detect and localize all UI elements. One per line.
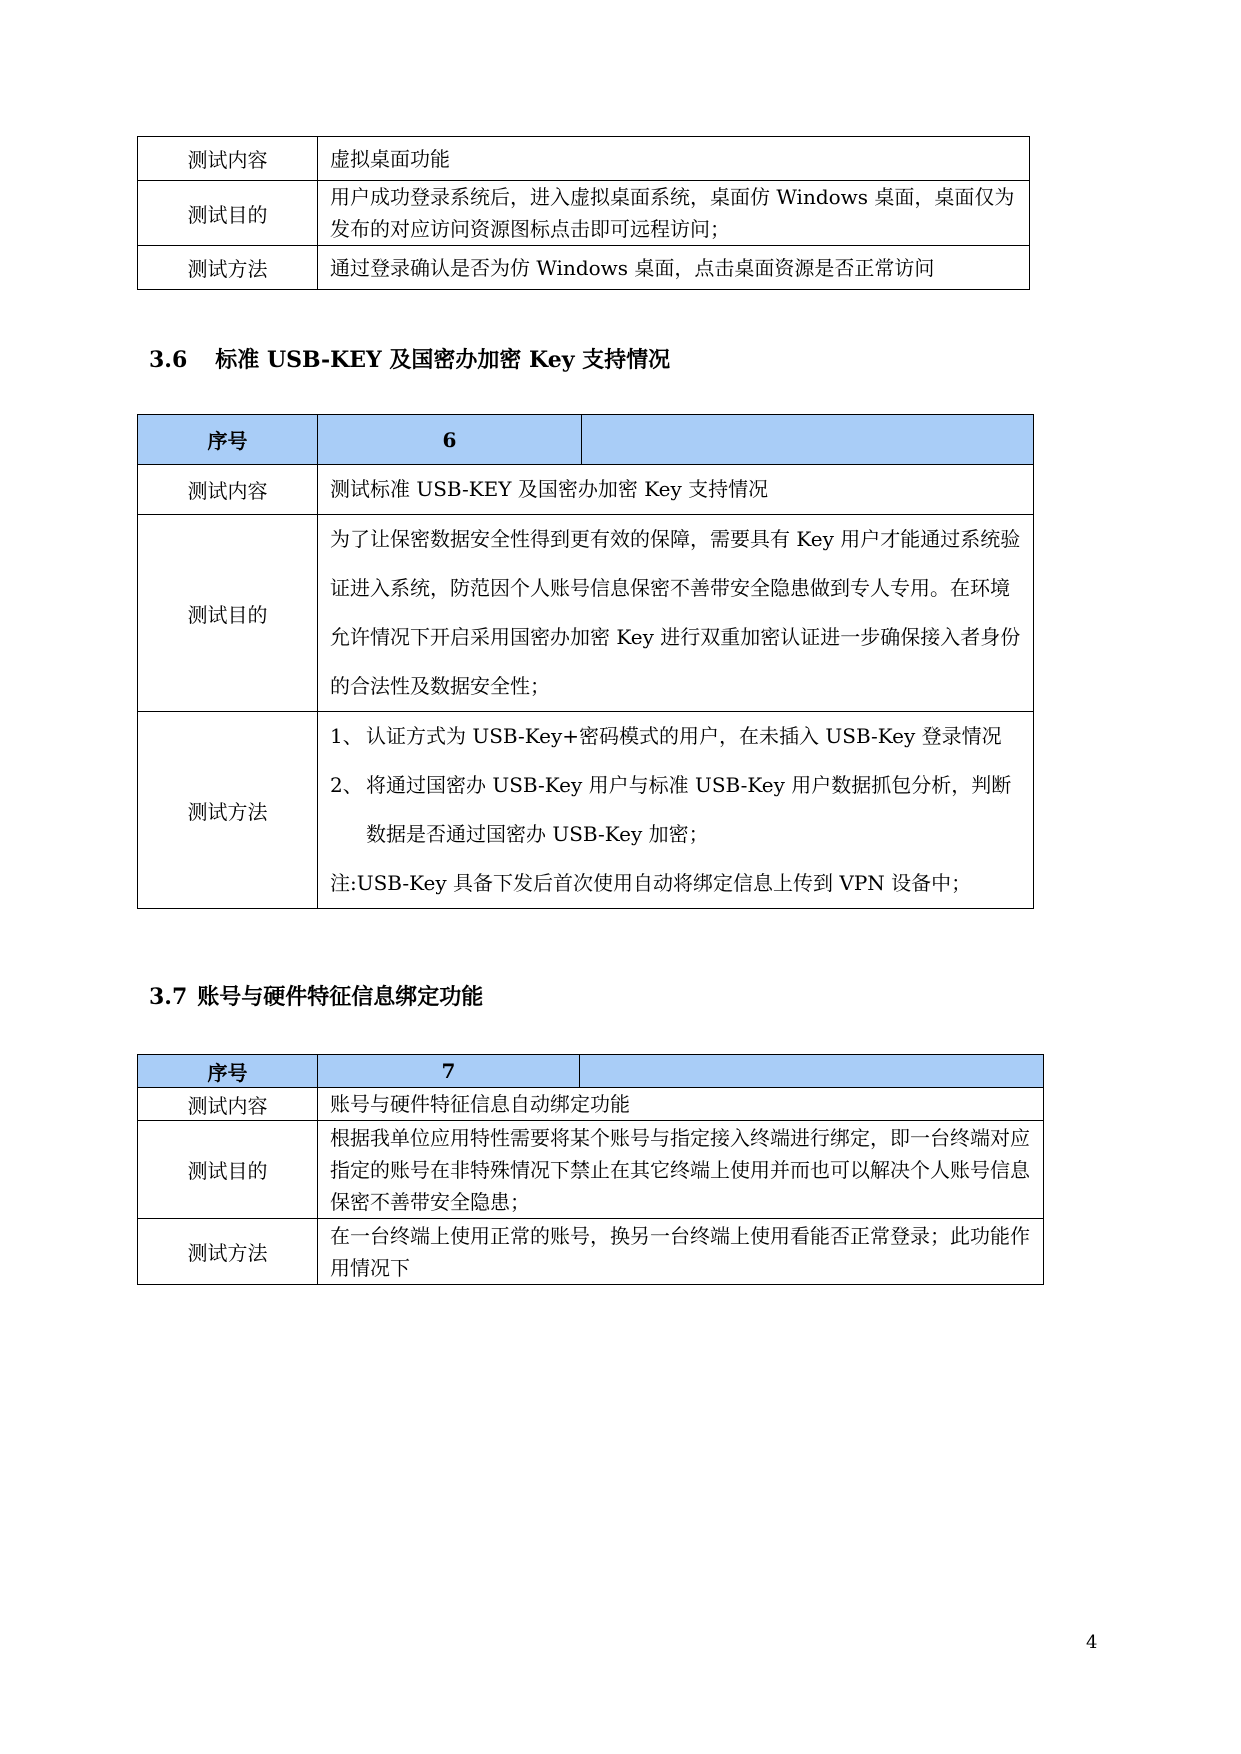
table-row xyxy=(138,246,1030,290)
row-label: 测试目的 xyxy=(138,1121,318,1219)
row-label: 测试内容 xyxy=(138,1088,318,1121)
table-row xyxy=(138,181,1030,246)
section-title: 账号与硬件特征信息绑定功能 xyxy=(197,984,484,1010)
method-note: 注:USB-Key 具备下发后首次使用自动将绑定信息上传到 VPN 设备中； xyxy=(330,871,972,895)
table-row xyxy=(138,465,1034,515)
header-empty-cell xyxy=(582,415,1034,465)
list-item xyxy=(330,761,1021,859)
row-content: 通过登录确认是否为仿 Windows 桌面，点击桌面资源是否正常访问 xyxy=(318,246,1030,290)
table-row xyxy=(138,515,1034,712)
list-text: 认证方式为 USB-Key+密码模式的用户，在未插入 USB-Key 登录情况 xyxy=(366,724,1002,748)
page-number: 4 xyxy=(1086,1632,1098,1653)
row-label: 测试方法 xyxy=(138,246,318,290)
row-label: 测试内容 xyxy=(138,465,318,515)
section-heading-3-6 xyxy=(149,343,670,374)
account-binding-test-table xyxy=(137,1054,1044,1285)
table-row xyxy=(138,1121,1044,1219)
row-label: 测试内容 xyxy=(138,137,318,181)
list-number: 2、 xyxy=(330,773,363,797)
row-content: 在一台终端上使用正常的账号，换另一台终端上使用看能否正常登录；此功能作用情况下 xyxy=(318,1219,1044,1285)
row-content xyxy=(318,712,1034,909)
section-number: 3.7 xyxy=(149,984,188,1010)
section-number: 3.6 xyxy=(149,347,188,373)
row-content: 虚拟桌面功能 xyxy=(318,137,1030,181)
list-item xyxy=(330,712,1021,761)
row-content: 为了让保密数据安全性得到更有效的保障，需要具有 Key 用户才能通过系统验证进入系统，防范因个人账号信息保密不善带安全隐患做到专人专用。在环境允许情况下开启采用国密办加密 Key 进行双重加密认证进一步确保接入者身份的合法性及数据安全性； xyxy=(318,515,1034,712)
row-label: 测试目的 xyxy=(138,515,318,712)
table-row xyxy=(138,712,1034,909)
row-label: 测试方法 xyxy=(138,712,318,909)
row-label: 测试目的 xyxy=(138,181,318,246)
table-row xyxy=(138,137,1030,181)
header-label: 序号 xyxy=(138,415,318,465)
header-value: 6 xyxy=(318,415,582,465)
row-content: 账号与硬件特征信息自动绑定功能 xyxy=(318,1088,1044,1121)
usb-key-test-table xyxy=(137,414,1034,909)
table-row xyxy=(138,1219,1044,1285)
table-header-row xyxy=(138,1055,1044,1088)
row-label: 测试方法 xyxy=(138,1219,318,1285)
header-label: 序号 xyxy=(138,1055,318,1088)
table-row xyxy=(138,1088,1044,1121)
header-value: 7 xyxy=(318,1055,580,1088)
list-number: 1、 xyxy=(330,724,363,748)
section-title: 标准 USB-KEY 及国密办加密 Key 支持情况 xyxy=(215,347,671,373)
header-empty-cell xyxy=(580,1055,1044,1088)
section-heading-3-7 xyxy=(149,980,483,1011)
row-content: 根据我单位应用特性需要将某个账号与指定接入终端进行绑定，即一台终端对应指定的账号在非特殊情况下禁止在其它终端上使用并而也可以解决个人账号信息保密不善带安全隐患； xyxy=(318,1121,1044,1219)
virtual-desktop-test-table xyxy=(137,136,1030,290)
list-text: 将通过国密办 USB-Key 用户与标准 USB-Key 用户数据抓包分析，判断数据是否通过国密办 USB-Key 加密； xyxy=(366,773,1012,846)
row-content: 用户成功登录系统后，进入虚拟桌面系统，桌面仿 Windows 桌面，桌面仅为发布的对应访问资源图标点击即可远程访问； xyxy=(318,181,1030,246)
table-header-row xyxy=(138,415,1034,465)
row-content: 测试标准 USB-KEY 及国密办加密 Key 支持情况 xyxy=(318,465,1034,515)
